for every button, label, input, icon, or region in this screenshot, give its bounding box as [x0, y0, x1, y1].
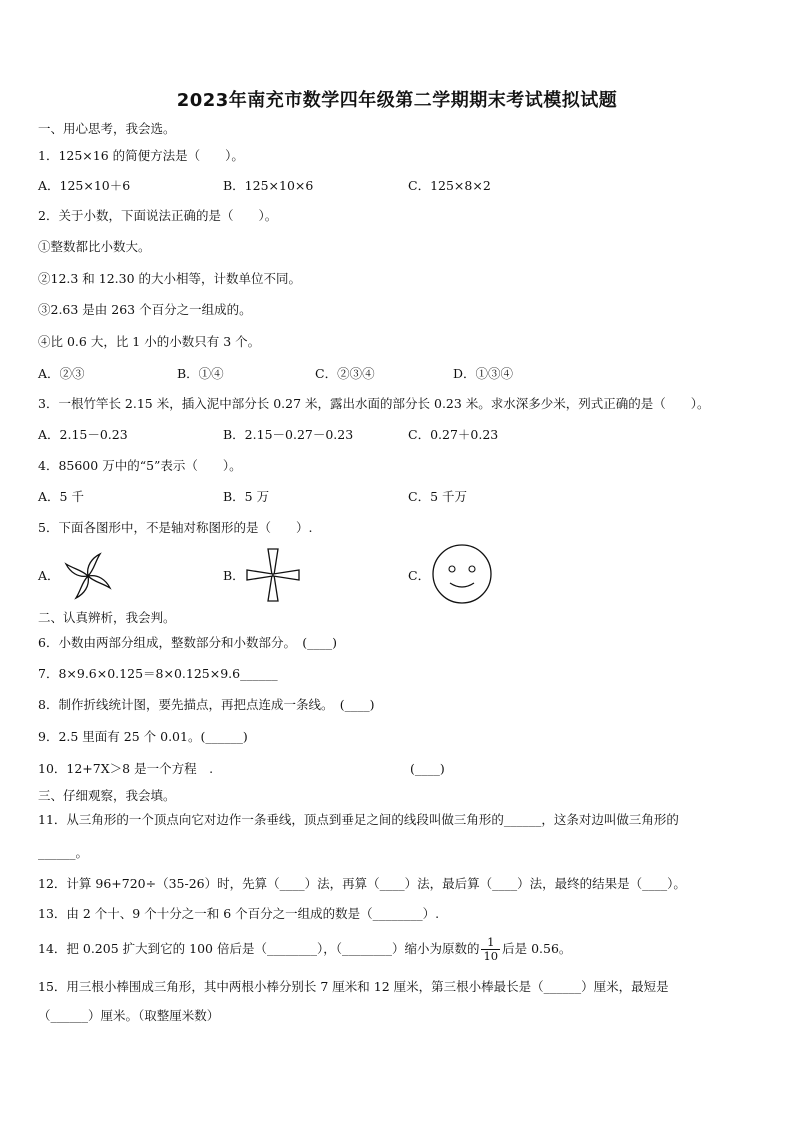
smiley-face-figure-icon [430, 543, 494, 605]
question-4-option-c: C．5 千万 [408, 489, 467, 504]
question-2-option-b: B．①④ [177, 366, 224, 381]
question-1-option-b: B．125×10×6 [223, 178, 314, 193]
fraction-denominator: 10 [483, 949, 499, 963]
question-14-after-fraction: 后是 0.56。 [502, 941, 572, 956]
question-3-option-c: C．0.27＋0.23 [408, 427, 499, 442]
question-11-line-2: ______。 [38, 845, 89, 860]
question-3-stem: 3．一根竹竿长 2.15 米，插入泥中部分长 0.27 米，露出水面的部分长 0.23 米。求水深多少米，列式正确的是（ ）。 [38, 396, 710, 411]
section-2-heading: 二、认真辨析，我会判。 [38, 610, 176, 625]
question-2-statement-3: ③2.63 是由 263 个百分之一组成的。 [38, 302, 252, 317]
question-14 [38, 935, 571, 963]
question-10-stem: 10．12+7X＞8 是一个方程 . [38, 761, 214, 776]
question-1-option-a: A．125×10＋6 [38, 178, 131, 193]
question-13: 13．由 2 个十、9 个十分之一和 6 个百分之一组成的数是（________）. [38, 906, 440, 921]
question-9: 9．2.5 里面有 25 个 0.01。(______) [38, 729, 248, 744]
question-6: 6．小数由两部分组成，整数部分和小数部分。 (____) [38, 635, 337, 650]
question-4-option-b: B．5 万 [223, 489, 270, 504]
page-title: 2023年南充市数学四年级第二学期期末考试模拟试题 [176, 90, 618, 111]
question-8: 8．制作折线统计图，要先描点，再把点连成一条线。 (____) [38, 697, 375, 712]
question-2-statement-1: ①整数都比小数大。 [38, 239, 151, 254]
question-2-option-a: A．②③ [38, 366, 85, 381]
question-5-option-b: B． [223, 568, 245, 583]
question-2-statement-2: ②12.3 和 12.30 的大小相等，计数单位不同。 [38, 271, 302, 286]
one-tenth-fraction [481, 936, 500, 963]
question-3-option-b: B．2.15－0.27－0.23 [223, 427, 354, 442]
section-1-heading: 一、用心思考，我会选。 [38, 121, 176, 136]
question-5-stem: 5．下面各图形中，不是轴对称图形的是（ ）. [38, 520, 313, 535]
question-5-option-a: A． [38, 568, 60, 583]
pinwheel-figure-icon [60, 550, 116, 600]
question-11-line-1: 11．从三角形的一个顶点向它对边作一条垂线，顶点到垂足之间的线段叫做三角形的______，这条对边叫做三角形的 [38, 812, 679, 827]
question-2-option-d: D．①③④ [453, 366, 514, 381]
cross-figure-icon [244, 546, 302, 604]
question-5-option-c: C． [408, 568, 431, 583]
fraction-numerator: 1 [481, 936, 500, 950]
question-1-option-c: C．125×8×2 [408, 178, 491, 193]
question-12: 12．计算 96+720÷（35-26）时，先算（____）法，再算（____）法，最后算（____）法，最终的结果是（____）。 [38, 876, 686, 891]
question-4-option-a: A．5 千 [38, 489, 84, 504]
question-15-line-1: 15．用三根小棒围成三角形，其中两根小棒分别长 7 厘米和 12 厘米，第三根小棒最长是（______）厘米，最短是 [38, 979, 669, 994]
question-7: 7．8×9.6×0.125＝8×0.125×9.6______ [38, 666, 278, 681]
question-3-option-a: A．2.15－0.23 [38, 427, 128, 442]
question-15-line-2: （______）厘米。（取整厘米数） [38, 1008, 220, 1023]
question-14-before-fraction: 14．把 0.205 扩大到它的 100 倍后是（________），（________）缩小为原数的 [38, 941, 480, 956]
question-4-stem: 4．85600 万中的“5”表示（ ）。 [38, 458, 242, 473]
question-2-statement-4: ④比 0.6 大，比 1 小的小数只有 3 个。 [38, 334, 261, 349]
question-2-stem: 2．关于小数，下面说法正确的是（ ）。 [38, 208, 278, 223]
question-10-answer-blank: (____) [410, 761, 445, 776]
section-3-heading: 三、仔细观察，我会填。 [38, 788, 176, 803]
question-1-stem: 1．125×16 的简便方法是（ ）。 [38, 148, 244, 163]
question-2-option-c: C．②③④ [315, 366, 375, 381]
